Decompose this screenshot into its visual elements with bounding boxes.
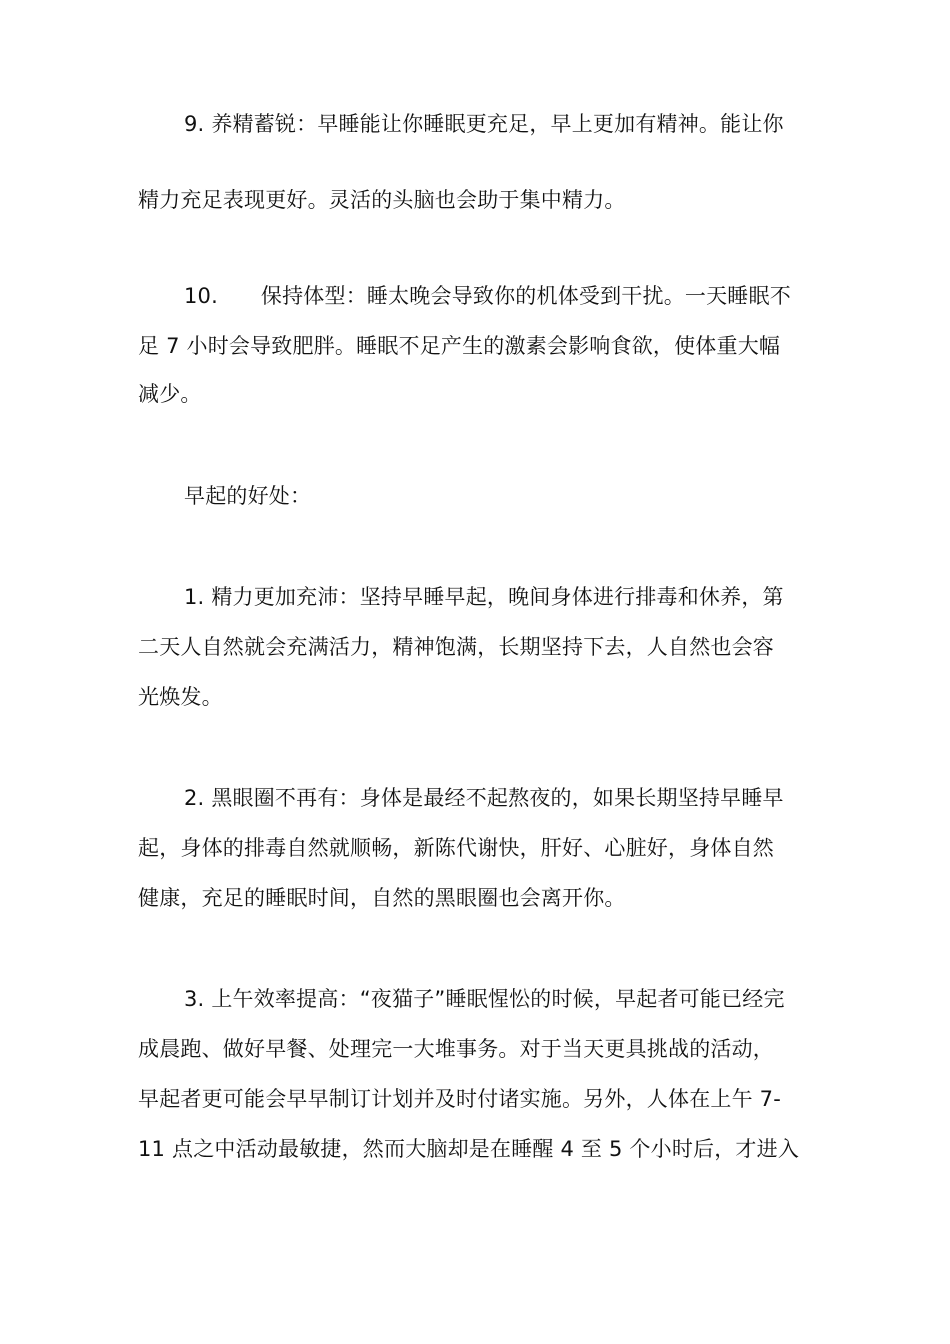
- item-2-line-2: 起，身体的排毒自然就顺畅，新陈代谢快，肝好、心脏好，身体自然: [138, 836, 774, 860]
- item-2-line-3: 健康，充足的睡眠时间，自然的黑眼圈也会离开你。: [138, 886, 626, 910]
- item-2-text-1: 黑眼圈不再有：身体是最经不起熬夜的，如果长期坚持早睡早: [211, 786, 784, 810]
- item-10-line-3: 减少。: [138, 382, 202, 406]
- item-3-number: 3.: [184, 987, 205, 1011]
- item-1-text-1: 精力更加充沛：坚持早睡早起，晚间身体进行排毒和休养，第: [211, 585, 784, 609]
- item-3-line-2: 成晨跑、做好早餐、处理完一大堆事务。对于当天更具挑战的活动，: [138, 1037, 774, 1061]
- item-9-number: 9.: [184, 112, 205, 136]
- item-1-line-3: 光焕发。: [138, 685, 223, 709]
- item-3-line-4: 11 点之中活动最敏捷，然而大脑却是在睡醒 4 至 5 个小时后，才进入: [138, 1137, 800, 1161]
- item-9-line-2: 精力充足表现更好。灵活的头脑也会助于集中精力。: [138, 188, 626, 212]
- item-3-line-3: 早起者更可能会早早制订计划并及时付诸实施。另外，人体在上午 7-: [138, 1087, 782, 1111]
- item-1-line-2: 二天人自然就会充满活力，精神饱满，长期坚持下去，人自然也会容: [138, 635, 774, 659]
- item-3-line-1: [184, 985, 785, 1013]
- item-1-line-1: [184, 583, 784, 611]
- item-2-number: 2.: [184, 786, 205, 810]
- item-9-text-1: 养精蓄锐：早睡能让你睡眠更充足，早上更加有精神。能让你: [211, 112, 784, 136]
- item-2-line-1: [184, 784, 784, 812]
- item-10-number: 10.: [184, 284, 218, 308]
- item-3-text-1: 上午效率提高：“夜猫子”睡眠惺忪的时候，早起者可能已经完: [211, 987, 785, 1011]
- item-10-text-1: 保持体型：睡太晚会导致你的机体受到干扰。一天睡眠不: [260, 284, 791, 308]
- item-1-number: 1.: [184, 585, 205, 609]
- item-10-line-2: 足 7 小时会导致肥胖。睡眠不足产生的激素会影响食欲，使体重大幅: [138, 334, 781, 358]
- item-10-line-1: [184, 282, 791, 310]
- section-heading: 早起的好处：: [184, 484, 312, 508]
- item-9-line-1: [184, 110, 784, 138]
